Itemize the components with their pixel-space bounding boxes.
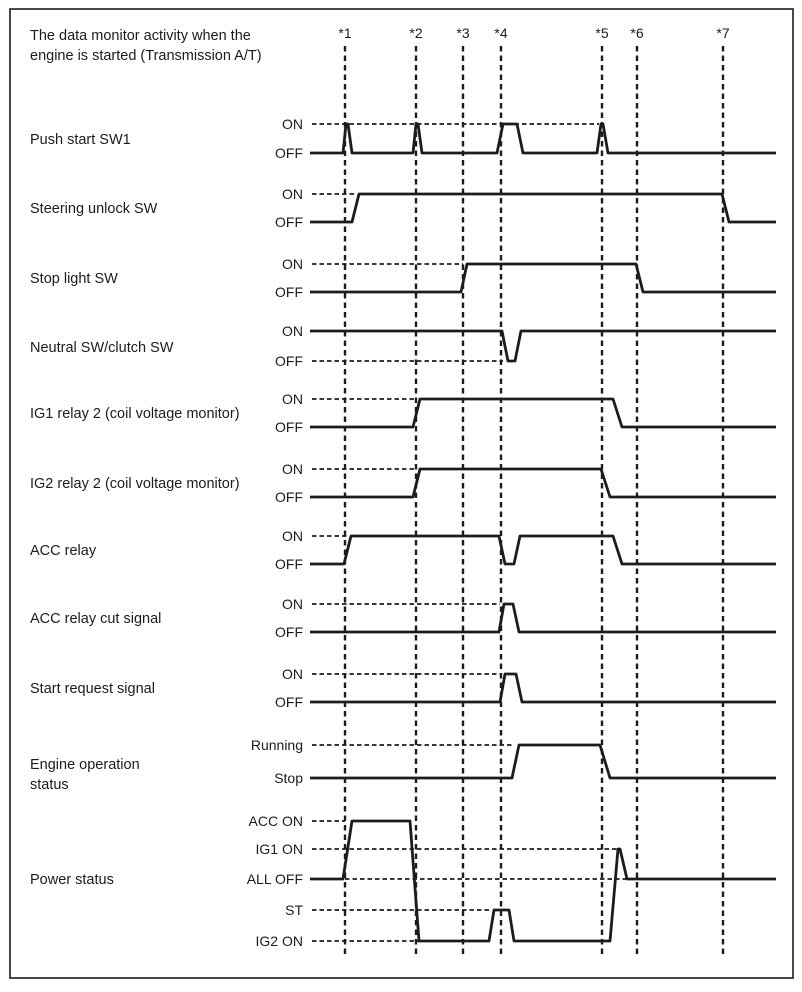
waveform-stop-light-sw	[310, 264, 776, 292]
waveform-push-start-sw1	[310, 124, 776, 153]
level-label-acc-relay-cut-signal-0: ON	[282, 596, 303, 612]
level-label-engine-operation-status-0: Running	[250, 737, 303, 753]
marker-label-6: *6	[630, 25, 644, 41]
waveform-ig1-relay-2	[310, 399, 776, 427]
marker-label-5: *5	[595, 25, 609, 41]
level-label-push-start-sw1-0: ON	[282, 116, 303, 132]
row-label-steering-unlock-sw: Steering unlock SW	[30, 201, 158, 217]
level-label-stop-light-sw-0: ON	[282, 256, 303, 272]
diagram-title-line2: engine is started (Transmission A/T)	[30, 48, 262, 64]
level-label-stop-light-sw-1: OFF	[275, 284, 303, 300]
level-label-power-status-3: ST	[285, 902, 303, 918]
marker-label-4: *4	[494, 25, 508, 41]
level-label-engine-operation-status-1: Stop	[274, 770, 303, 786]
marker-label-2: *2	[409, 25, 423, 41]
diagram-title-line1: The data monitor activity when the	[30, 28, 251, 44]
level-label-power-status-4: IG2 ON	[255, 933, 303, 949]
waveform-start-request-signal	[310, 674, 776, 702]
marker-label-7: *7	[716, 25, 730, 41]
marker-label-3: *3	[456, 25, 470, 41]
row-label-stop-light-sw: Stop light SW	[30, 271, 118, 287]
row-label-neutral-sw-clutch-sw: Neutral SW/clutch SW	[30, 340, 174, 356]
row-label-acc-relay: ACC relay	[30, 543, 97, 559]
waveform-power-status	[310, 821, 776, 941]
level-label-steering-unlock-sw-1: OFF	[275, 214, 303, 230]
waveform-ig2-relay-2	[310, 469, 776, 497]
row-label-push-start-sw1: Push start SW1	[30, 132, 131, 148]
level-label-power-status-2: ALL OFF	[246, 871, 303, 887]
row-label-engine-operation-status: Engine operation	[30, 757, 140, 773]
row-label-ig1-relay-2: IG1 relay 2 (coil voltage monitor)	[30, 406, 240, 422]
level-label-acc-relay-1: OFF	[275, 556, 303, 572]
level-label-start-request-signal-1: OFF	[275, 694, 303, 710]
level-label-ig1-relay-2-0: ON	[282, 391, 303, 407]
level-label-steering-unlock-sw-0: ON	[282, 186, 303, 202]
waveform-engine-operation-status	[310, 745, 776, 778]
level-label-ig1-relay-2-1: OFF	[275, 419, 303, 435]
row-label-start-request-signal: Start request signal	[30, 681, 155, 697]
waveform-neutral-sw-clutch-sw	[310, 331, 776, 361]
row-label-engine-operation-status-1: status	[30, 777, 69, 793]
level-label-acc-relay-cut-signal-1: OFF	[275, 624, 303, 640]
level-label-neutral-sw-clutch-sw-0: ON	[282, 323, 303, 339]
diagram-title	[30, 26, 262, 66]
row-label-power-status: Power status	[30, 872, 114, 888]
level-label-ig2-relay-2-0: ON	[282, 461, 303, 477]
level-label-neutral-sw-clutch-sw-1: OFF	[275, 353, 303, 369]
row-label-acc-relay-cut-signal: ACC relay cut signal	[30, 611, 162, 627]
waveform-acc-relay	[310, 536, 776, 564]
waveform-acc-relay-cut-signal	[310, 604, 776, 632]
level-label-power-status-1: IG1 ON	[255, 841, 303, 857]
marker-label-1: *1	[338, 25, 352, 41]
waveform-steering-unlock-sw	[310, 194, 776, 222]
level-label-power-status-0: ACC ON	[248, 813, 303, 829]
level-label-acc-relay-0: ON	[282, 528, 303, 544]
level-label-ig2-relay-2-1: OFF	[275, 489, 303, 505]
level-label-push-start-sw1-1: OFF	[275, 145, 303, 161]
row-label-ig2-relay-2: IG2 relay 2 (coil voltage monitor)	[30, 476, 240, 492]
level-label-start-request-signal-0: ON	[282, 666, 303, 682]
